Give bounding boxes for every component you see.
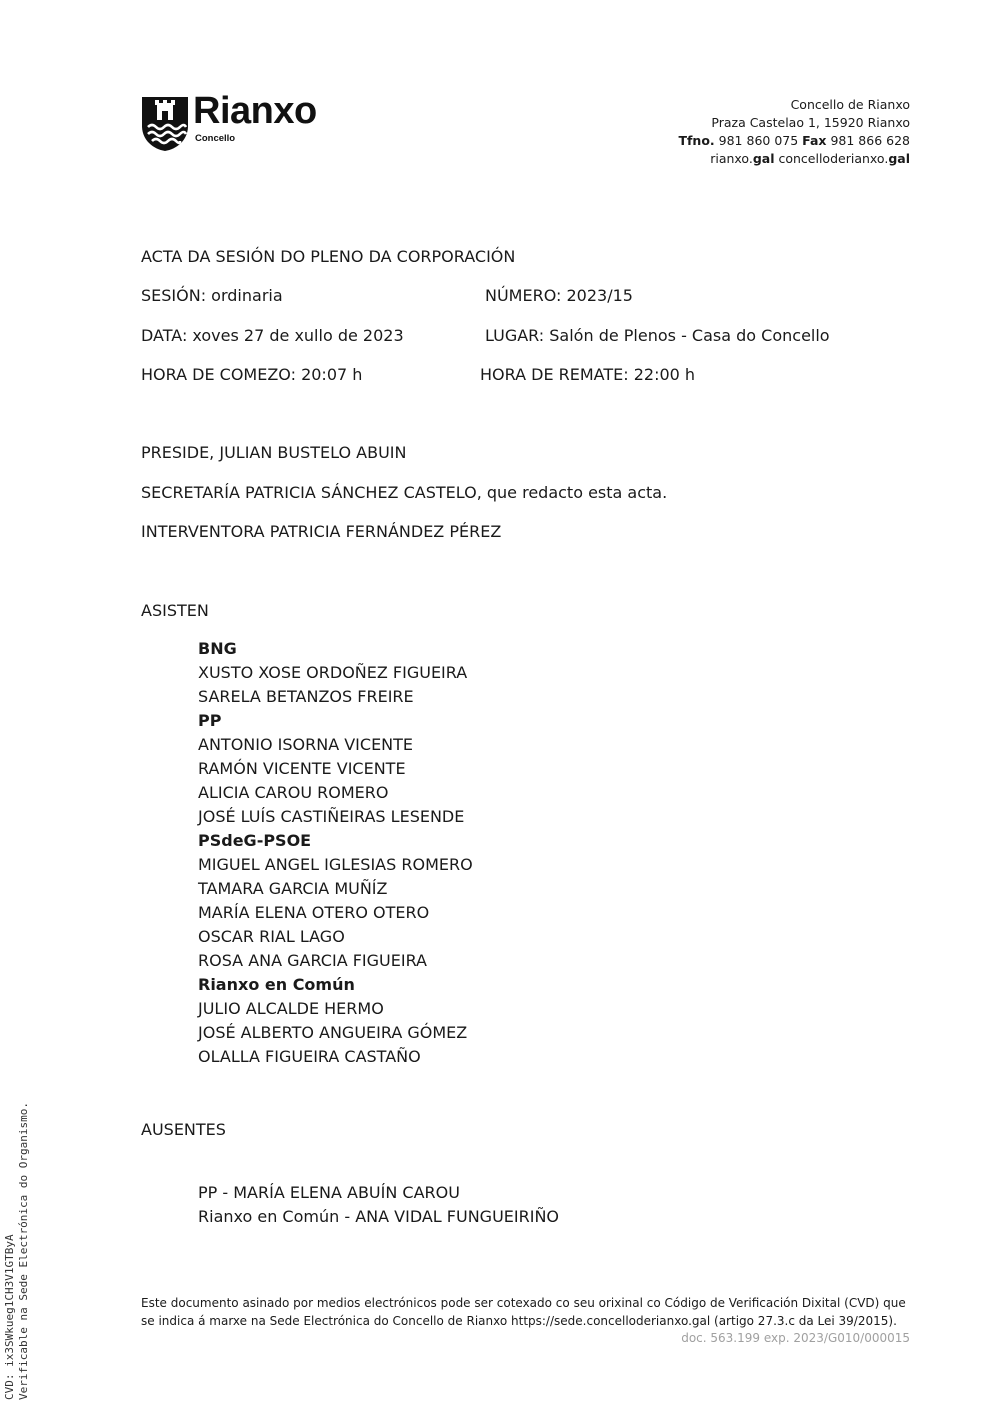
header-web-line bbox=[490, 150, 910, 168]
tfno-label: Tfno. bbox=[678, 133, 715, 148]
logo-wordmark: Rianxo bbox=[193, 90, 317, 132]
member-name: ANTONIO ISORNA VICENTE bbox=[198, 735, 414, 754]
party-name: Rianxo en Común bbox=[198, 975, 355, 994]
member-name: MARÍA ELENA OTERO OTERO bbox=[198, 903, 430, 922]
end-time: HORA DE REMATE: 22:00 h bbox=[480, 365, 696, 384]
web1-pre: rianxo. bbox=[710, 151, 753, 166]
member-name: MIGUEL ANGEL IGLESIAS ROMERO bbox=[198, 855, 473, 874]
attendees-heading: ASISTEN bbox=[141, 601, 209, 620]
header-address: Praza Castelao 1, 15920 Rianxo bbox=[711, 115, 910, 130]
member-name: TAMARA GARCIA MUÑÍZ bbox=[198, 879, 388, 898]
fax-value: 981 866 628 bbox=[830, 133, 910, 148]
session-date: DATA: xoves 27 de xullo de 2023 bbox=[141, 326, 404, 345]
party-name: PP bbox=[198, 711, 222, 730]
verification-note: Este documento asinado por medios electrónicos pode ser cotexado co seu orixinal co Código de Verificación Dixital (CVD) que se indica á marxe na Sede Electrónica do Concello de Rianxo https://sede.concelloderianxo.gal (artigo 27.3.c da Lei 39/2015). bbox=[141, 1296, 906, 1328]
member-name: OLALLA FIGUEIRA CASTAÑO bbox=[198, 1047, 421, 1066]
header-org: Concello de Rianxo bbox=[790, 97, 910, 112]
header-contact bbox=[490, 96, 910, 168]
document-reference: doc. 563.199 exp. 2023/G010/000015 bbox=[681, 1331, 910, 1345]
session-number: NÚMERO: 2023/15 bbox=[485, 286, 633, 305]
session-place: LUGAR: Salón de Plenos - Casa do Concello bbox=[485, 326, 830, 345]
header-phone-line bbox=[490, 132, 910, 150]
party-name: BNG bbox=[198, 639, 237, 658]
absentee-item: Rianxo en Común - ANA VIDAL FUNGUEIRIÑO bbox=[198, 1207, 560, 1226]
member-name: JULIO ALCALDE HERMO bbox=[198, 999, 384, 1018]
party-name: PSdeG-PSOE bbox=[198, 831, 312, 850]
document-title: ACTA DA SESIÓN DO PLENO DA CORPORACIÓN bbox=[141, 247, 516, 266]
member-name: ROSA ANA GARCIA FIGUEIRA bbox=[198, 951, 427, 970]
member-name: OSCAR RIAL LAGO bbox=[198, 927, 345, 946]
member-name: XUSTO XOSE ORDOÑEZ FIGUEIRA bbox=[198, 663, 468, 682]
member-name: ALICIA CAROU ROMERO bbox=[198, 783, 389, 802]
absentees-list bbox=[198, 1181, 559, 1229]
logo-subtitle: Concello bbox=[195, 133, 236, 144]
web2-post: gal bbox=[888, 151, 910, 166]
presiding-official: PRESIDE, JULIAN BUSTELO ABUIN bbox=[141, 443, 407, 462]
cvd-code: CVD: ix3SWkueg1CH3V1GTByA bbox=[3, 1234, 16, 1400]
web2-pre: concelloderianxo. bbox=[778, 151, 889, 166]
absentee-item: PP - MARÍA ELENA ABUÍN CAROU bbox=[198, 1183, 460, 1202]
rianxo-shield-icon bbox=[141, 96, 189, 152]
cvd-margin bbox=[3, 1102, 31, 1400]
cvd-verify-text: Verificable na Sede Electrónica do Organismo. bbox=[17, 1101, 30, 1400]
member-name: SARELA BETANZOS FREIRE bbox=[198, 687, 414, 706]
session-type: SESIÓN: ordinaria bbox=[141, 286, 283, 305]
tfno-value: 981 860 075 bbox=[718, 133, 799, 148]
concello-logo bbox=[141, 90, 351, 154]
member-name: JOSÉ ALBERTO ANGUEIRA GÓMEZ bbox=[198, 1023, 468, 1042]
member-name: JOSÉ LUÍS CASTIÑEIRAS LESENDE bbox=[198, 807, 465, 826]
fax-label: Fax bbox=[802, 133, 827, 148]
absentees-heading: AUSENTES bbox=[141, 1120, 226, 1139]
comptroller: INTERVENTORA PATRICIA FERNÁNDEZ PÉREZ bbox=[141, 522, 502, 541]
secretary: SECRETARÍA PATRICIA SÁNCHEZ CASTELO, que redacto esta acta. bbox=[141, 483, 668, 502]
start-time: HORA DE COMEZO: 20:07 h bbox=[141, 365, 363, 384]
attendees-list bbox=[198, 637, 473, 1069]
web1-post: gal bbox=[752, 151, 775, 166]
member-name: RAMÓN VICENTE VICENTE bbox=[198, 759, 406, 778]
